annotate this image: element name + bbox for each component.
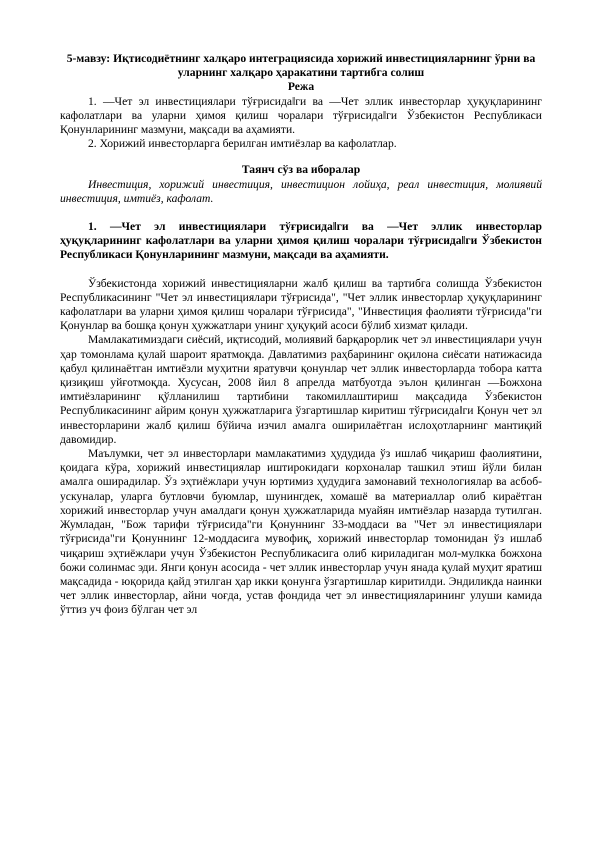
- document-page: [60, 52, 542, 618]
- document-title: 5-мавзу: Иқтисодиётнинг халқаро интеграциясида хорижий инвестицияларнинг ўрни ва уларнинг халқаро ҳаракатини тартибга солиш: [66, 52, 536, 80]
- plan-heading: Режа: [287, 80, 315, 94]
- section-heading: 1. ―Чет эл инвестициялари тўғрисида‖ги ва ―Чет эллик инвесторлар ҳуқуқларининг кафолатлари ва уларни ҳимоя қилиш чоралари тўғрисида‖ги Ўзбекистон Республикаси Қонунларининг мазмуни, мақсади ва аҳамияти.: [60, 220, 542, 262]
- spacer: [60, 206, 542, 220]
- plan-item-1: 1. ―Чет эл инвестициялари тўғрисида‖ги ва ―Чет эллик инвесторлар ҳуқуқларининг кафолатлари ва уларни ҳимоя қилиш чоралари тўғрисида‖ги Ўзбекистон Республикаси Қонунларининг мазмуни, мақсади ва аҳамияти.: [60, 94, 542, 137]
- keywords-heading: Таянч сўз ва иборалар: [241, 163, 361, 177]
- plan-item-2: 2. Хорижий инвесторларга берилган имтиёзлар ва кафолатлар.: [88, 137, 397, 151]
- body-paragraph-2: Мамлакатимиздаги сиёсий, иқтисодий, молиявий барқарорлик чет эл инвестициялари учун ҳар томонлама қулай шароит яратмоқда. Давлатимиз раҳбарининг оқилона сиёсати натижасида қабул қилинаётган имтиёзли муҳитни яратувчи қонунлар чет эллик инвесторларда тобора катта қизиқиш уйғотмоқда. Хусусан, 2008 йил 8 апрелда матбуотда эълон қилинган ―Божхона имтиёзларининг қўлланилиш тартибини такомиллаштириш мақсадида Ўзбекистон Республикасининг айрим қонун ҳужжатларига ўзгартишлар киритиш тўғрисида‖ги Қонун чет эл инвесторларини жалб қилиш бўйича изчил амалга оширилаётган ислоҳотларнинг мантиқий давомидир.: [60, 333, 542, 446]
- body-paragraph-1: Ўзбекистонда хорижий инвестицияларни жалб қилиш ва тартибга солишда Ўзбекистон Республикасининг "Чет эл инвестициялари тўғрисида", "Чет эллик инвесторлар ҳуқуқларининг кафолатлари ва уларни ҳимоя қилиш чоралари тўғрисида", "Инвестиция фаолияти тўғрисида"ги Қонунлар ва бошқа қонун ҳужжатлари унинг ҳуқуқий асоси бўлиб хизмат қилади.: [60, 276, 542, 333]
- keywords-text: Инвестиция, хорижий инвестиция, инвестицион лойиҳа, реал инвестиция, молиявий инвестиция, имтиёз, кафолат.: [60, 177, 542, 205]
- spacer: [60, 151, 542, 163]
- body-paragraph-3: Маълумки, чет эл инвесторлари мамлакатимиз ҳудудида ўз ишлаб чиқариш фаолиятини, қоидага кўра, хорижий инвестициялар иштирокидаги корхоналар ташкил этиш йўли билан амалга оширадилар. Ўз эҳтиёжлари учун юртимиз ҳудудига замонавий технологиялар ва асбоб-ускуналар, уларга бутловчи буюмлар, шунингдек, хомашё ва материаллар олиб кираётган хорижий инвесторлар учун амалдаги қонун ҳужжатларида муайян имтиёзлар назарда тутилган. Жумладан, "Бож тарифи тўғрисида"ги Қонуннинг 33-моддаси ва "Чет эл инвестициялари тўғрисида"ги Қонуннинг 12-моддасига мувофиқ, хорижий инвесторлар томонидан ўз ишлаб чиқариш эҳтиёжлари учун Ўзбекистон Республикасига олиб кириладиган мол-мулкка божхона божи солинмас эди. Янги қонун асосида - чет эллик инвесторлар учун янада қулай муҳит яратиш мақсадида - юқорида қайд этилган ҳар икки қонунга ўзгартишлар киритилди. Эндиликда наинки чет эллик инвесторлар, айни чоғда, устав фондида чет эл инвестицияларининг улуши камида ўттиз уч фоиз бўлган чет эл: [60, 447, 542, 617]
- spacer: [60, 263, 542, 277]
